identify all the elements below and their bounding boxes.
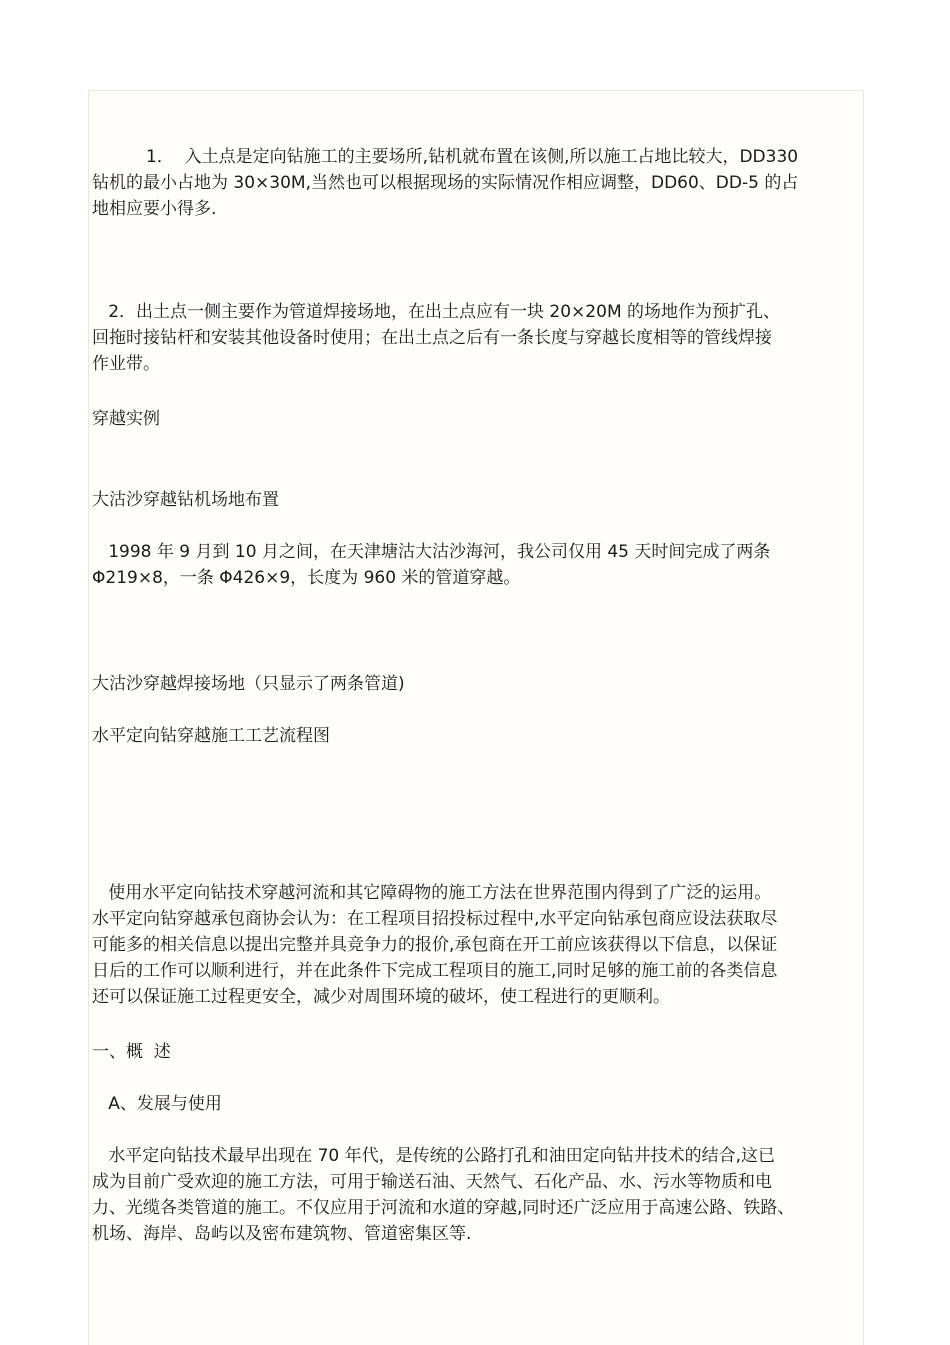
text-line: Φ219×8，一条 Φ426×9，长度为 960 米的管道穿越。: [92, 568, 521, 588]
paragraph-project-summary: [92, 539, 862, 591]
section-title-development: A、发展与使用: [92, 1094, 222, 1114]
text-line: 水平定向钻技术最早出现在 70 年代，是传统的公路打孔和油田定向钻井技术的结合,这已: [92, 1146, 776, 1166]
text-line: 可能多的相关信息以提出完整并具竞争力的报价,承包商在开工前应该获得以下信息，以保证: [92, 935, 778, 955]
text-line: 作业带。: [92, 354, 160, 374]
caption-weld-site: 大沽沙穿越焊接场地（只显示了两条管道): [92, 674, 405, 694]
text-line: 机场、海岸、岛屿以及密布建筑物、管道密集区等.: [92, 1224, 472, 1244]
paragraph-exit-point: [92, 299, 862, 377]
text-line: 1998 年 9 月到 10 月之间，在天津塘沽大沽沙海河，我公司仅用 45 天时间完成了两条: [92, 542, 771, 562]
section-title-overview: 一、概 述: [92, 1042, 171, 1062]
text-line: 日后的工作可以顺利进行，并在此条件下完成工程项目的施工,同时足够的施工前的各类信息: [92, 961, 778, 981]
text-line: 回拖时接钻杆和安装其他设备时使用；在出土点之后有一条长度与穿越长度相等的管线焊接: [92, 328, 772, 348]
text-line: 力、光缆各类管道的施工。不仅应用于河流和水道的穿越,同时还广泛应用于高速公路、铁路、: [92, 1198, 795, 1218]
caption-drill-site: 大沽沙穿越钻机场地布置: [92, 490, 279, 510]
text-line: 使用水平定向钻技术穿越河流和其它障碍物的施工方法在世界范围内得到了广泛的运用。: [92, 883, 772, 903]
paragraph-contractor-info: [92, 880, 862, 1010]
text-line: 钻机的最小占地为 30×30M,当然也可以根据现场的实际情况作相应调整，DD60、DD-5 的占: [92, 173, 799, 193]
text-line: 成为目前广受欢迎的施工方法，可用于输送石油、天然气、石化产品、水、污水等物质和电: [92, 1172, 772, 1192]
text-line: 水平定向钻穿越承包商协会认为：在工程项目招投标过程中,水平定向钻承包商应设法获取尽: [92, 909, 778, 929]
text-line: 还可以保证施工过程更安全，减少对周围环境的破坏，使工程进行的更顺利。: [92, 987, 670, 1007]
paragraph-history: [92, 1143, 862, 1247]
text-line: 地相应要小得多.: [92, 199, 217, 219]
text-line: 1． 入土点是定向钻施工的主要场所,钻机就布置在该侧,所以施工占地比较大，DD330: [92, 147, 799, 167]
heading-crossing-example: 穿越实例: [92, 409, 160, 429]
paragraph-entry-point: [92, 144, 862, 222]
caption-flow-chart: 水平定向钻穿越施工工艺流程图: [92, 726, 330, 746]
text-line: 2．出土点一侧主要作为管道焊接场地，在出土点应有一块 20×20M 的场地作为预扩孔、: [92, 302, 781, 322]
